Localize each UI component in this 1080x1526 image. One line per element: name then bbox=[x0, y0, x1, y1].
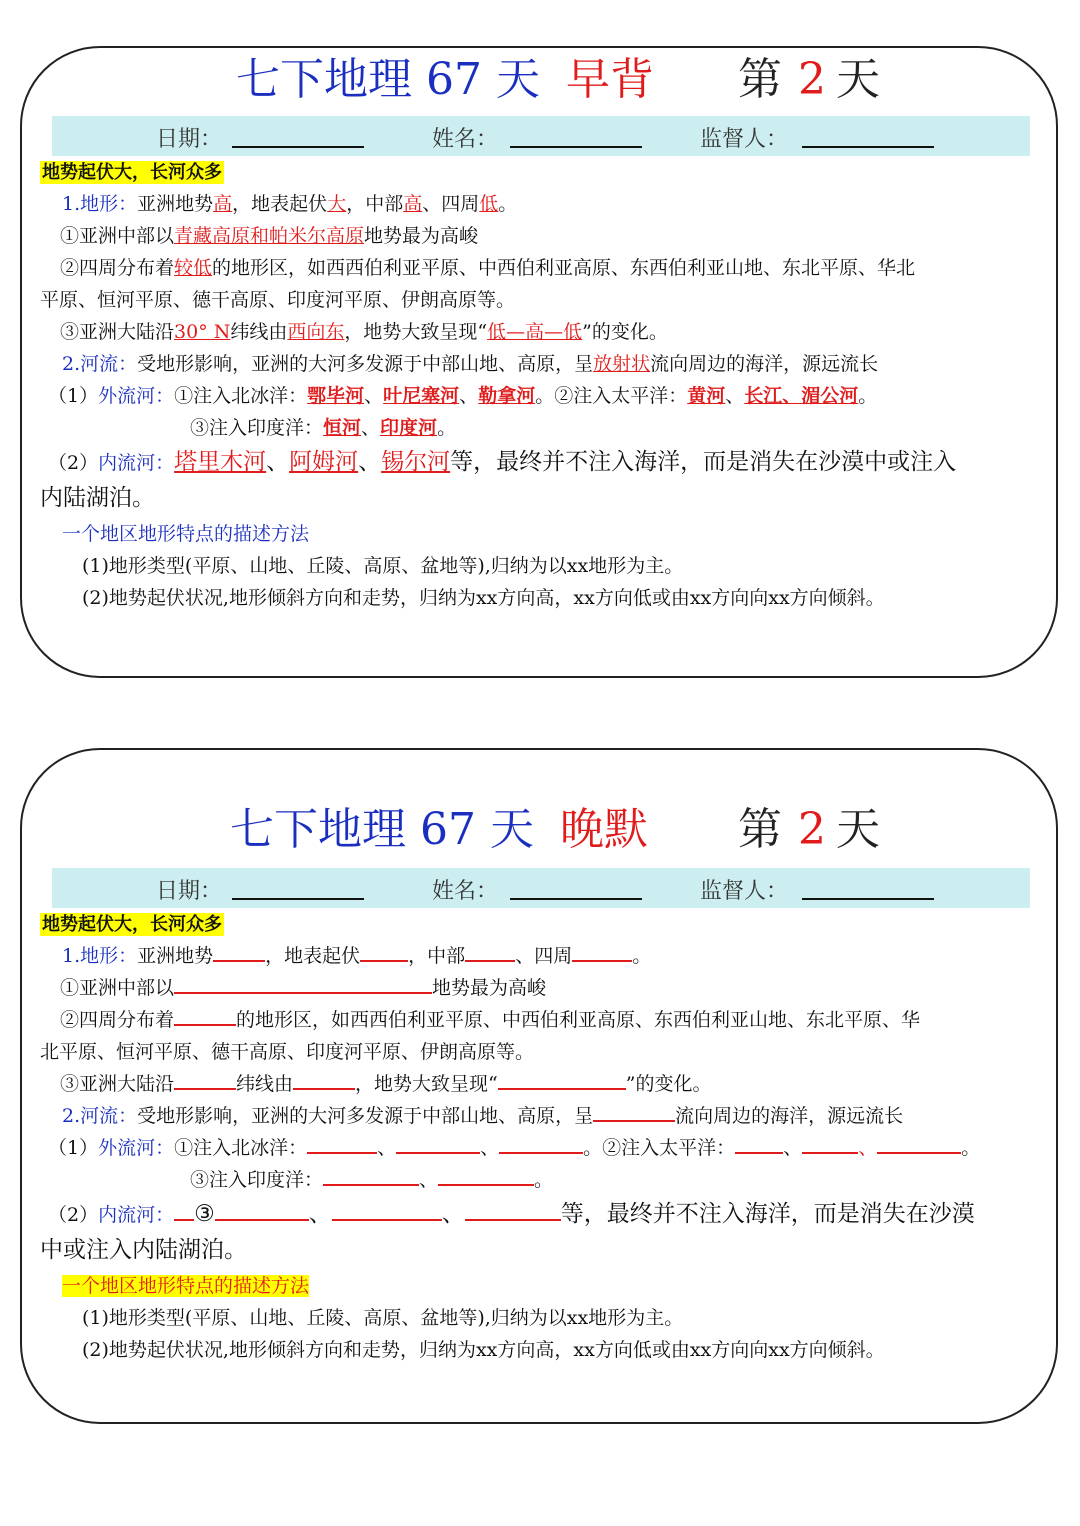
blank-answer[interactable] bbox=[438, 1166, 534, 1186]
blank-answer[interactable] bbox=[465, 1201, 561, 1221]
section-heading: 地势起伏大，长河众多 bbox=[42, 162, 222, 183]
blank-answer[interactable] bbox=[174, 1201, 194, 1221]
terrain-line: 1.地形：亚洲地势 ，地表起伏 ，中部 、四周 。 bbox=[62, 942, 1042, 970]
supervisor-label: 监督人： bbox=[700, 879, 789, 904]
profile-line: ③亚洲大陆沿 纬线由 ，地势大致呈现“ ”的变化。 bbox=[60, 1070, 1042, 1098]
blank-answer[interactable] bbox=[877, 1134, 961, 1154]
info-bar bbox=[52, 868, 1030, 908]
blank-answer[interactable] bbox=[174, 1006, 236, 1026]
blank-answer[interactable] bbox=[332, 1201, 442, 1221]
surround-line-cont: 北平原、恒河平原、德干高原、印度河平原、伊朗高原等。 bbox=[40, 1041, 535, 1063]
date-field[interactable] bbox=[232, 898, 364, 900]
date-label: 日期： bbox=[156, 879, 223, 904]
day-prefix: 第 bbox=[738, 54, 782, 105]
method-title: 一个地区地形特点的描述方法 bbox=[62, 1275, 310, 1297]
day-number: 2 bbox=[798, 54, 826, 105]
rivers-line: 2.河流：受地形影响，亚洲的大河多发源于中部山地、高原，呈 流向周边的海洋，源远流长 bbox=[62, 1102, 1042, 1130]
day-suffix: 天 bbox=[836, 54, 880, 105]
rivers-line: 2.河流：受地形影响，亚洲的大河多发源于中部山地、高原，呈放射状流向周边的海洋，源远流长 bbox=[62, 353, 879, 375]
blank-answer[interactable] bbox=[396, 1134, 480, 1154]
method-step-1: (1)地形类型(平原、山地、丘陵、高原、盆地等),归纳为以xx地形为主。 bbox=[82, 555, 684, 577]
method-step-2: (2)地势起伏状况,地形倾斜方向和走势，归纳为xx方向高，xx方向低或由xx方向向xx方向倾斜。 bbox=[82, 587, 885, 609]
method-step-1: (1)地形类型(平原、山地、丘陵、高原、盆地等),归纳为以xx地形为主。 bbox=[82, 1307, 684, 1329]
name-label: 姓名： bbox=[432, 879, 499, 904]
blank-answer[interactable] bbox=[465, 942, 515, 962]
indian-ocean-line: ③注入印度洋：恒河、印度河。 bbox=[190, 417, 457, 439]
interior-rivers-line: （2）内流河： ③ 、 、 等，最终并不注入海洋，而是消失在沙漠 bbox=[48, 1201, 975, 1227]
interior-rivers-line-cont: 中或注入内陆湖泊。 bbox=[40, 1237, 247, 1263]
central-line: ①亚洲中部以 地势最为高峻 bbox=[60, 974, 1042, 1002]
supervisor-label: 监督人： bbox=[700, 127, 789, 152]
date-label: 日期： bbox=[156, 127, 223, 152]
blank-answer[interactable] bbox=[174, 1070, 236, 1090]
name-field[interactable] bbox=[510, 146, 642, 148]
method-step-2: (2)地势起伏状况,地形倾斜方向和走势，归纳为xx方向高，xx方向低或由xx方向向xx方向倾斜。 bbox=[82, 1339, 885, 1361]
profile-line: ③亚洲大陆沿30° N纬线由西向东，地势大致呈现“低—高—低”的变化。 bbox=[60, 321, 668, 343]
date-field[interactable] bbox=[232, 146, 364, 148]
blank-answer[interactable] bbox=[215, 1201, 309, 1221]
blank-answer[interactable] bbox=[802, 1134, 858, 1154]
surround-line-cont: 平原、恒河平原、德干高原、印度河平原、伊朗高原等。 bbox=[40, 289, 516, 311]
central-line: ①亚洲中部以青藏高原和帕米尔高原地势最为高峻 bbox=[60, 225, 479, 247]
blank-answer[interactable] bbox=[213, 942, 265, 962]
exterior-rivers-line: （1）外流河：①注入北冰洋：鄂毕河、叶尼塞河、勒拿河。②注入太平洋：黄河、长江、湄公河。 bbox=[48, 385, 878, 407]
interior-rivers-line: （2）内流河：塔里木河、阿姆河、锡尔河等，最终并不注入海洋，而是消失在沙漠中或注入 bbox=[48, 449, 957, 475]
blank-answer[interactable] bbox=[360, 942, 408, 962]
surround-line: ②四周分布着 的地形区，如西西伯利亚平原、中西伯利亚高原、东西伯利亚山地、东北平原、华 bbox=[60, 1006, 1042, 1034]
surround-line: ②四周分布着较低的地形区，如西西伯利亚平原、中西伯利亚高原、东西伯利亚山地、东北平原、华北 bbox=[60, 257, 916, 279]
method-title: 一个地区地形特点的描述方法 bbox=[62, 523, 310, 545]
section-heading: 地势起伏大，长河众多 bbox=[42, 914, 222, 935]
name-label: 姓名： bbox=[432, 127, 499, 152]
title-main: 七下地理 67 天 bbox=[230, 804, 534, 855]
blank-answer[interactable] bbox=[307, 1134, 377, 1154]
indian-ocean-line: ③注入印度洋： 、 。 bbox=[190, 1166, 1042, 1194]
blank-answer[interactable] bbox=[499, 1134, 583, 1154]
title-session: 早背 bbox=[566, 54, 654, 105]
blank-answer[interactable] bbox=[593, 1102, 675, 1122]
blank-answer[interactable] bbox=[572, 942, 632, 962]
info-bar bbox=[52, 116, 1030, 156]
title-main: 七下地理 67 天 bbox=[236, 54, 540, 105]
evening-card bbox=[20, 748, 1058, 1424]
exterior-rivers-line: （1）外流河：①注入北冰洋： 、 、 。②注入太平洋： 、 、 。 bbox=[48, 1134, 1042, 1162]
title-session: 晚默 bbox=[560, 804, 648, 855]
supervisor-field[interactable] bbox=[802, 146, 934, 148]
card-title bbox=[22, 48, 1056, 118]
supervisor-field[interactable] bbox=[802, 898, 934, 900]
interior-rivers-line-cont: 内陆湖泊。 bbox=[40, 485, 155, 511]
day-number: 2 bbox=[798, 804, 826, 855]
terrain-line: 1.地形：亚洲地势高，地表起伏大，中部高、四周低。 bbox=[62, 193, 518, 215]
blank-answer[interactable] bbox=[293, 1070, 355, 1090]
day-suffix: 天 bbox=[836, 804, 880, 855]
card-title bbox=[22, 750, 1056, 855]
blank-answer[interactable] bbox=[174, 974, 432, 994]
blank-answer[interactable] bbox=[323, 1166, 419, 1186]
blank-answer[interactable] bbox=[735, 1134, 783, 1154]
name-field[interactable] bbox=[510, 898, 642, 900]
day-prefix: 第 bbox=[738, 804, 782, 855]
morning-card bbox=[20, 46, 1058, 678]
blank-answer[interactable] bbox=[498, 1070, 626, 1090]
